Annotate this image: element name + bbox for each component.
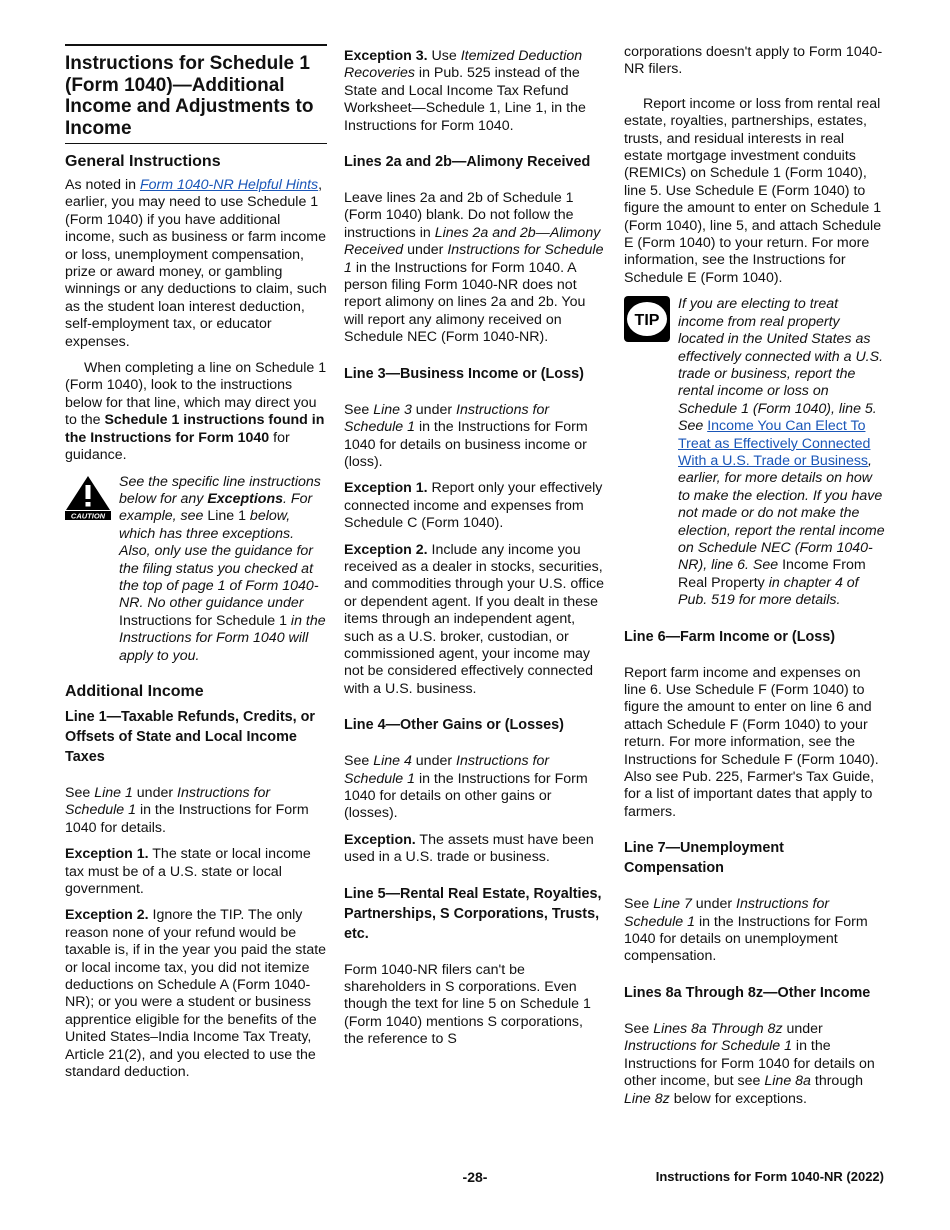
line-5-heading: Line 5—Rental Real Estate, Royalties, Partnerships, S Corporations, Trusts, etc. [344,885,602,942]
caution-icon [65,474,111,520]
rental-income-text: Report income or loss from rental real estate, royalties, partnerships, estates, trusts, and residual interests in real estate mortgage investment conduits (REMICs) on Schedule 1 (Form 1040), line 5. Use Schedule E (Form 1040) to figure the amount to enter on Schedule 1 (Form 1040), line 5, and attach Schedule E (Form 1040) to your return. For more information, see the Instructions for Schedule E (Form 1040). [624,95,882,286]
caution-note: CAUTION See the specific line instructions below for any Exceptions. For example, see Line 1 below, which has three exceptions. Also, only use the guidance for the filing status you checked at the top of page 1 of Form 1040-NR. No other guidance under Instructions for Schedule 1 in the Instructions for Form 1040 will apply to you. [65,474,327,665]
line-4-exception: Exception. The assets must have been used in a U.S. trade or business. [344,831,594,866]
line-1-exception-2: Exception 2. Ignore the TIP. The only reason none of your refund would be taxable is, if in the year you paid the state or local income tax, you did not itemize deductions on Schedule A (Form 1040-NR); or you were a student or business apprentice eligible for the benefits of the United States–India Income Tax Treaty, Article 21(2), and you elected to use the standard deduction. [65,907,327,1081]
line-5-continued: corporations doesn't apply to Form 1040-NR filers. [624,44,883,78]
general-paragraph-2: When completing a line on Schedule 1 (Form 1040), look to the instructions below for that line, which may direct you to the Schedule 1 instructions found in the Instructions for Form 1040 for guidance. [65,360,327,464]
line-6-text: Report farm income and expenses on line 6. Use Schedule F (Form 1040) to figure the amount to enter on line 6 and attach Schedule F (Form 1040) to your return. For more information, see the Instructions for Schedule F (Form 1040). Also see Pub. 225, Farmer's Tax Guide, for a list of important dates that apply to farmers. [624,664,879,820]
caution-label: CAUTION [70,511,106,520]
document-footer-title: Instructions for Form 1040-NR (2022) [655,1169,884,1184]
helpful-hints-link[interactable]: Form 1040-NR Helpful Hints [139,177,319,193]
additional-income-heading: Additional Income [65,682,204,700]
tip-icon [624,296,670,342]
line-8-heading: Lines 8a Through 8z—Other Income [624,984,871,1001]
line-8-text: See Lines 8a Through 8z under Instructions for Schedule 1 in the Instructions for Form 1040 for details on other income, but see Line 8a through Line 8z below for exceptions. [624,1020,875,1107]
line-3-text: See Line 3 under Instructions for Schedule 1 in the Instructions for Form 1040 for details on business income or (loss). [344,401,588,470]
line-2-text: Leave lines 2a and 2b of Schedule 1 (Form 1040) blank. Do not follow the instructions in Lines 2a and 2b—Alimony Received under Instructions for Schedule 1 in the Instructions for Form 1040. A person filing Form 1040-NR does not report alimony on lines 2a and 2b. You will report any alimony received on Schedule NEC (Form 1040-NR). [344,190,604,346]
general-paragraph-1: As noted in Form 1040-NR Helpful Hints, earlier, you may need to use Schedule 1 (Form 1040) if you have additional income, such as business or farm income or loss, unemployment compensation, prize or award money, or gambling winnings or any deductions to claim, such as the student loan interest deduction, self-employment tax, or educator expenses. [65,177,327,350]
effectively-connected-link[interactable]: Income You Can Elect To Treat as Effectively Connected With a U.S. Trade or Business [678,418,871,469]
line-3-heading: Line 3—Business Income or (Loss) [344,365,584,382]
column-2 [344,48,606,1058]
line-1-heading: Line 1—Taxable Refunds, Credits, or Offsets of State and Local Income Taxes [65,708,316,765]
title-divider [65,139,327,144]
line-4-heading: Line 4—Other Gains or (Losses) [344,717,564,734]
tip-note [624,296,886,609]
line-7-text: See Line 7 under Instructions for Schedule 1 in the Instructions for Form 1040 for details on unemployment compensation. [624,896,868,965]
line-6-heading: Line 6—Farm Income or (Loss) [624,628,836,645]
line-1-exception-1: Exception 1. The state or local income tax must be of a U.S. state or local government. [65,846,311,897]
line-3-exception-2: Exception 2. Include any income you received as a dealer in stocks, securities, and commodities through your U.S. office or dependent agent. If you dealt in these items through an independent agent, such as a U.S. broker, custodian, or commissioned agent, your income may not be considered effectively connected with a U.S. business. [344,541,604,697]
title-block [65,44,327,144]
column-3 [624,44,886,1117]
line-1-exception-3: Exception 3. Use Itemized Deduction Recoveries in Pub. 525 instead of the State and Local Income Tax Refund Worksheet—Schedule 1, Line 1, in the Instructions for Form 1040. [344,48,586,134]
line-5-text: Form 1040-NR filers can't be shareholders in S corporations. Even though the text for line 5 on Schedule 1 (Form 1040) mentions S corporations, the reference to S [344,961,591,1048]
line-2-heading: Lines 2a and 2b—Alimony Received [344,154,591,171]
line-7-heading: Line 7—Unemployment Compensation [624,840,784,877]
tip-label: TIP [634,312,660,330]
tip-text: If you are electing to treat income from real property located in the United States as effectively connected with a U.S. trade or business, report the rental income or loss on Schedule 1 (Form 1040), line 5. See Income You Can Elect To Treat as Effectively Connected With a U.S. Trade or Business, earlier, for more details on how to make the election. If you have not made or do not make the election, report the rental income on Schedule NEC (Form 1040-NR), line 6. See Income From Real Property in chapter 4 of Pub. 519 for more details. [678,296,885,609]
page-title: Instructions for Schedule 1 (Form 1040)—Additional Income and Adjustments to Income [65,53,314,139]
general-instructions-heading: General Instructions [65,153,221,170]
page-number: -28- [462,1169,488,1185]
column-1 [65,44,327,1090]
line-1-text: See Line 1 under Instructions for Schedule 1 in the Instructions for Form 1040 for details. [65,784,309,836]
line-3-exception-1: Exception 1. Report only your effectively connected income and expenses from Schedule C (Form 1040). [344,480,603,532]
line-4-text: See Line 4 under Instructions for Schedule 1 in the Instructions for Form 1040 for details on other gains or (losses). [344,753,588,822]
